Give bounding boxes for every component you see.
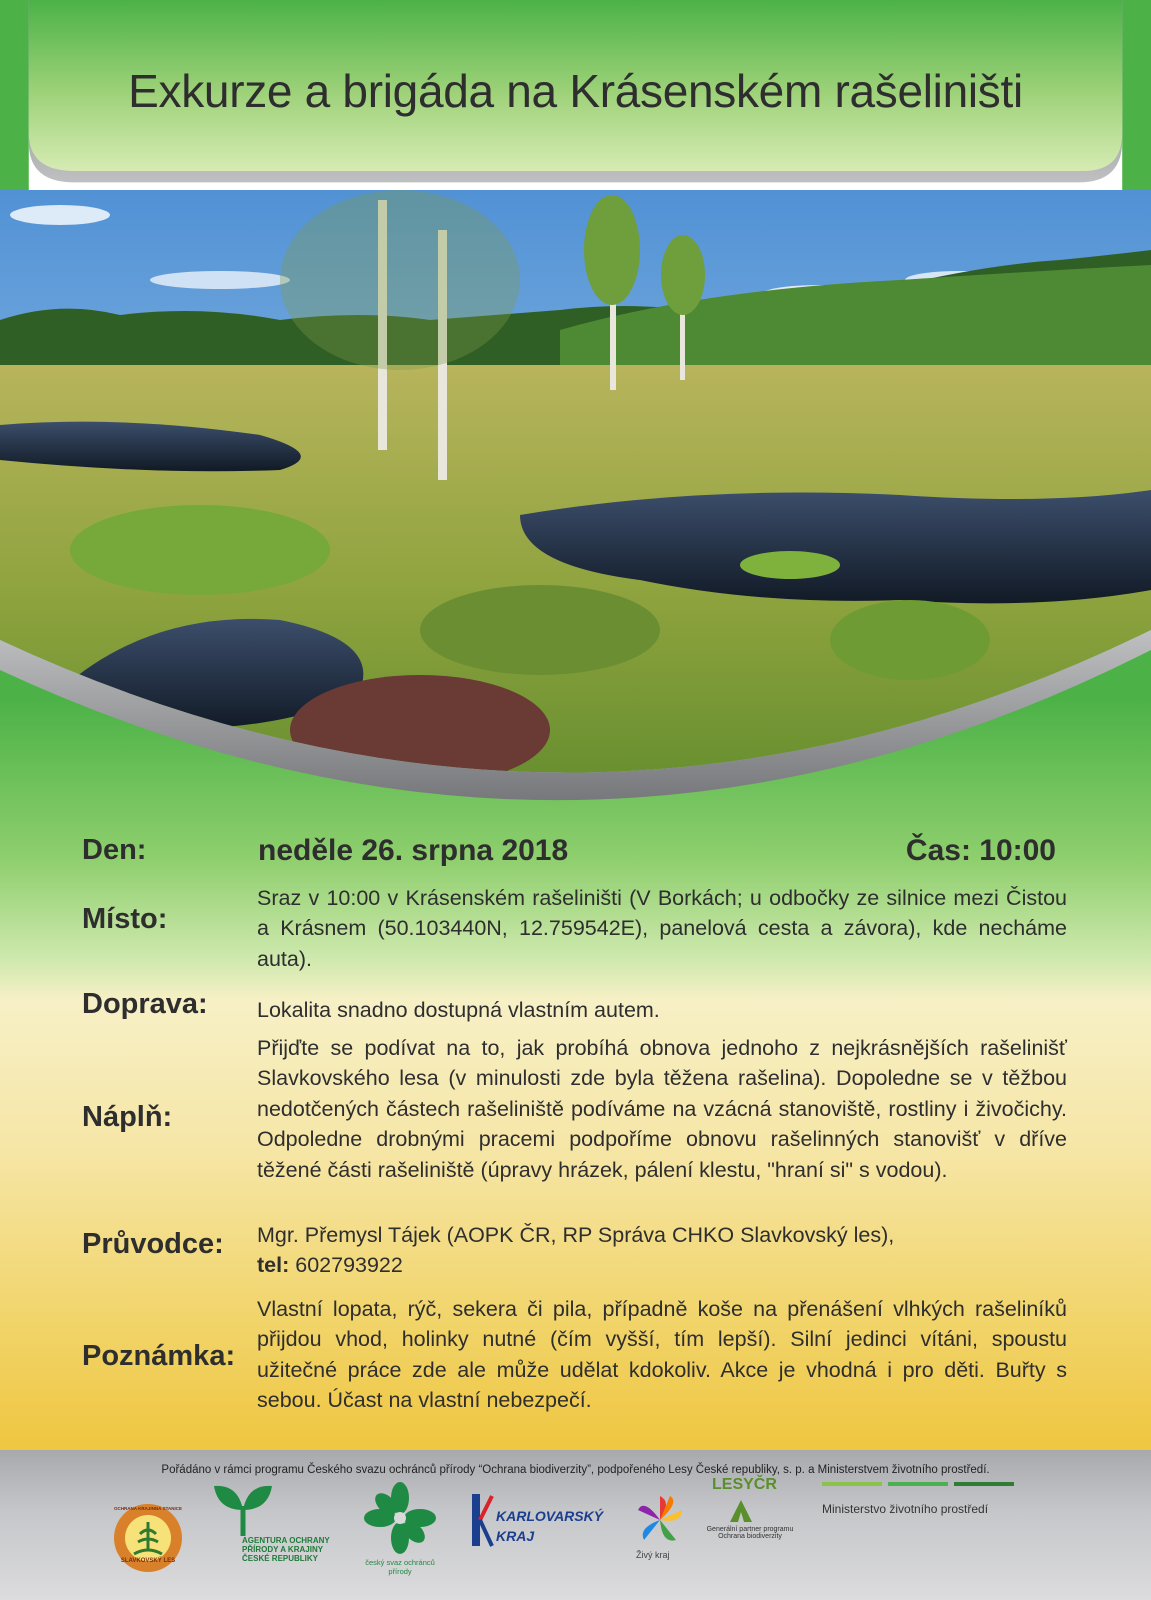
slavkovsky-logo-toptext: OCHRANA KRAJINNÁ STANICE [113,1506,182,1511]
guide-value [257,1220,1067,1281]
guide-phone [257,1250,1067,1280]
transport-label: Doprava: [82,988,208,1020]
guide-tel-label: tel: [257,1253,290,1278]
aopk-line-3: ČESKÉ REPUBLIKY [242,1554,319,1563]
content-label: Náplň: [82,1101,173,1133]
aopk-line-2: PŘÍRODY A KRAJINY [242,1545,324,1554]
aopk-logo-text [242,1536,332,1563]
lesy-cr-tree-icon [726,1498,756,1524]
csop-logo-text: český svaz ochránců přírody [365,1558,435,1576]
day-value: neděle 26. srpna 2018 [258,834,569,867]
guide-label: Průvodce: [82,1228,224,1260]
zivy-kraj-logo [632,1492,692,1572]
footer [0,1450,1151,1600]
lesy-cr-sub-1: Generální partner programu [706,1526,794,1533]
aopk-line-1: AGENTURA OCHRANY [242,1536,330,1545]
karlovarsky-kraj-logo [468,1492,608,1562]
mzp-logo [822,1482,1032,1542]
footer-note: Pořádáno v rámci programu Českého svazu ochránců přírody “Ochrana biodiverzity”, podpořeného Lesy České republiky, s. p. a Ministerstvem životního prostředí. [161,1464,990,1476]
time-label: Čas: 10:00 [905,834,1056,867]
karlovarsky-line-1: KARLOVARSKÝ [496,1508,604,1524]
slavkovsky-les-logo [112,1502,184,1574]
note-value: Vlastní lopata, rýč, sekera či pila, případně koše na přenášení vlhkých rašeliníků přijdou vhod, holinky nutné (čím vyšší, tím lepší). Silní jedinci vítáni, spoustu užitečné práce zde ale může udělat kdokoliv. Akce je vhodná i pro děti. Buřty s sebou. Účast na vlastní nebezpečí. [257,1297,1067,1413]
karlovarsky-line-2: KRAJ [496,1528,535,1544]
mzp-stripe-3 [954,1482,1014,1486]
guide-tel-value: 602793922 [295,1253,403,1278]
content-value: Přijďte se podívat na to, jak probíhá obnova jednoho z nejkrásnějších rašelinišť Slavkovského lesa (v minulosti zde byla těžena rašelina). Dopoledne se v těžbou nedotčených částech rašeliniště podíváme na vzácná stanoviště, rostliny i živočichy. Odpoledne drobnými pracemi podpoříme obnovu rašelinných stanovišť v dříve těžené části rašeliniště (úpravy hrázek, pálení klestu, "hraní si" s vodou). [257,1036,1067,1182]
lesy-cr-sub-2: Ochrana biodiverzity [718,1533,782,1540]
poster-title: Exkurze a brigáda na Krásenském rašeliništi [128,65,1023,117]
zivy-kraj-text: Živý kraj [636,1550,670,1560]
place-value: Sraz v 10:00 v Krásenském rašeliništi (V Borkách; u odbočky ze silnice mezi Čistou a Krásnem (50.103440N, 12.759542E), panelová cesta a závora), kde necháme auta). [257,886,1067,971]
note-label: Poznámka: [82,1340,236,1372]
transport-value: Lokalita snadno dostupná vlastním autem. [257,998,660,1022]
mzp-stripe-2 [888,1482,948,1486]
lesy-cr-text: LESYČR [712,1476,777,1493]
aopk-leaf-icon [208,1480,278,1538]
slavkovsky-logo-text: SLAVKOVSKÝ LES [120,1558,176,1564]
bog-landscape-photo [0,170,1151,820]
guide-name: Mgr. Přemysl Tájek (AOPK ČR, RP Správa CHKO Slavkovský les), [257,1223,895,1247]
zivy-kraj-pinwheel-icon [632,1492,688,1548]
csop-flower-icon [360,1478,440,1558]
mzp-stripe-1 [822,1482,882,1486]
mzp-text: Ministerstvo životního prostředí [822,1502,989,1516]
place-label: Místo: [82,903,168,935]
karlovarsky-k-icon [468,1492,494,1548]
csop-logo [360,1478,440,1578]
lesy-cr-logo [700,1476,800,1576]
day-label: Den: [82,834,147,866]
lesy-cr-subtitle [700,1526,800,1540]
aopk-logo [208,1480,328,1590]
